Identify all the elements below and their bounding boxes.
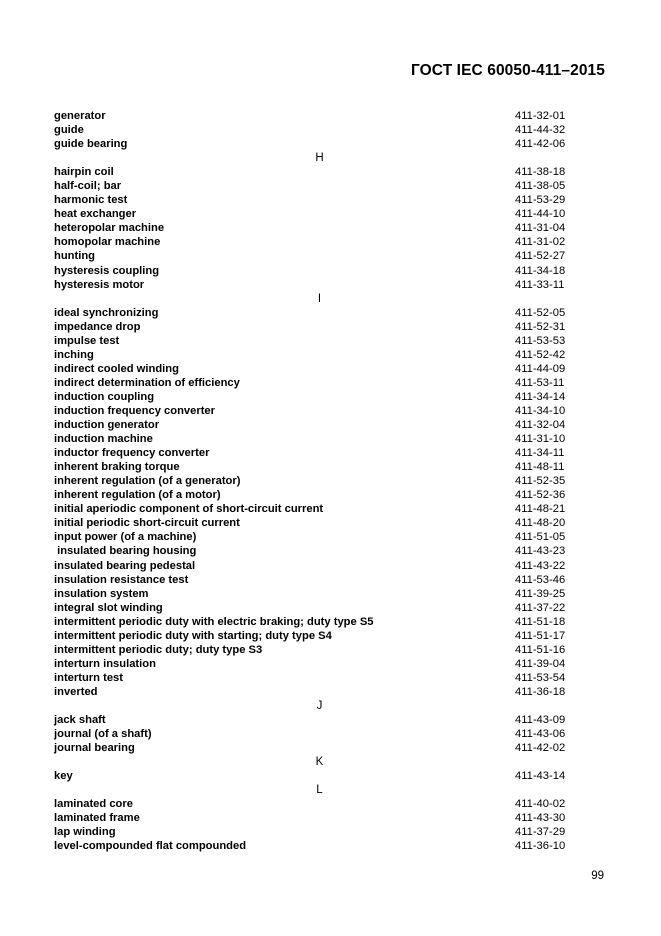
index-term: inductor frequency converter (54, 447, 210, 460)
index-code: 411-39-04 (515, 657, 566, 670)
index-term: intermittent periodic duty; duty type S3 (54, 643, 263, 656)
index-code: 411-31-04 (515, 222, 566, 235)
index-term: intermittent periodic duty with starting; duty type S4 (54, 629, 332, 642)
section-letter: H (315, 152, 324, 165)
index-entry (54, 516, 574, 530)
index-term: guide (54, 124, 84, 137)
index-entry (54, 488, 574, 502)
index-term: key (54, 770, 73, 783)
index-term: harmonic test (54, 194, 128, 207)
index-term: hysteresis motor (54, 278, 145, 291)
index-term: insulated bearing housing (54, 545, 197, 558)
index-entry (54, 137, 574, 151)
index-entry (54, 320, 574, 334)
index-term: jack shaft (54, 714, 106, 727)
index-code: 411-53-54 (515, 671, 566, 684)
index-code: 411-39-25 (515, 587, 566, 600)
term-index (54, 109, 574, 853)
index-term: hunting (54, 250, 96, 263)
index-term: journal (of a shaft) (54, 728, 152, 741)
index-term: half-coil; bar (54, 180, 122, 193)
index-entry (54, 825, 574, 839)
index-code: 411-51-16 (515, 643, 566, 656)
index-code: 411-44-32 (515, 124, 566, 137)
index-code: 411-31-02 (515, 236, 566, 249)
index-term: level-compounded flat compounded (54, 840, 247, 853)
index-code: 411-52-42 (515, 348, 566, 361)
index-entry (54, 432, 574, 446)
index-entry (54, 221, 574, 235)
index-term: interturn test (54, 671, 123, 684)
index-entry (54, 741, 574, 755)
index-entry (54, 657, 574, 671)
index-code: 411-37-22 (515, 601, 566, 614)
index-term: input power (of a machine) (54, 531, 197, 544)
index-entry (54, 418, 574, 432)
section-letter: L (316, 784, 323, 797)
index-entry (54, 362, 574, 376)
index-term: hysteresis coupling (54, 264, 160, 277)
index-entry (54, 390, 574, 404)
index-code: 411-32-01 (515, 110, 566, 122)
index-entry (54, 671, 574, 685)
index-code: 411-37-29 (515, 826, 566, 839)
index-term: laminated frame (54, 812, 140, 825)
index-code: 411-52-05 (515, 306, 566, 319)
index-entry (54, 601, 574, 615)
index-code: 411-52-36 (515, 489, 566, 502)
index-term: insulation system (54, 587, 149, 600)
index-term: inherent regulation (of a generator) (54, 475, 241, 488)
index-term: heat exchanger (54, 208, 137, 221)
index-code: 411-44-10 (515, 208, 566, 221)
index-code: 411-42-02 (515, 742, 566, 755)
index-code: 411-44-09 (515, 362, 566, 375)
index-entry (54, 474, 574, 488)
section-letter-row (54, 292, 574, 306)
index-term: generator (54, 110, 106, 122)
index-code: 411-48-21 (515, 503, 566, 516)
index-code: 411-43-06 (515, 728, 566, 741)
index-term: intermittent periodic duty with electric braking; duty type S5 (54, 615, 374, 628)
index-code: 411-43-09 (515, 714, 566, 727)
index-entry (54, 713, 574, 727)
index-code: 411-40-02 (515, 798, 566, 811)
index-code: 411-32-04 (515, 419, 566, 432)
index-term: inherent braking torque (54, 461, 180, 474)
index-entry (54, 544, 574, 558)
index-term: induction machine (54, 433, 153, 446)
section-letter-row (54, 755, 574, 769)
index-entry (54, 685, 574, 699)
index-entry (54, 334, 574, 348)
index-entry (54, 727, 574, 741)
section-letter: J (316, 699, 323, 712)
index-entry (54, 502, 574, 516)
index-entry (54, 573, 574, 587)
index-term: ideal synchronizing (54, 306, 159, 319)
index-code: 411-51-05 (515, 531, 566, 544)
index-term: journal bearing (54, 742, 135, 755)
index-entry (54, 530, 574, 544)
index-term: laminated core (54, 798, 133, 811)
index-term: interturn insulation (54, 657, 156, 670)
section-letter-row (54, 151, 574, 165)
index-code: 411-53-53 (515, 334, 566, 347)
index-entry (54, 376, 574, 390)
index-code: 411-43-14 (515, 770, 566, 783)
index-code: 411-48-11 (515, 461, 565, 474)
index-code: 411-51-17 (515, 629, 566, 642)
index-code: 411-34-18 (515, 264, 566, 277)
index-code: 411-34-10 (515, 404, 566, 417)
index-entry (54, 235, 574, 249)
index-code: 411-43-23 (515, 545, 566, 558)
index-code: 411-34-11 (515, 447, 565, 460)
index-term: induction frequency converter (54, 404, 216, 417)
index-term: induction coupling (54, 390, 155, 403)
index-entry (54, 264, 574, 278)
section-letter-row (54, 699, 574, 713)
index-code: 411-53-46 (515, 573, 566, 586)
index-term: inherent regulation (of a motor) (54, 489, 221, 502)
index-term: indirect determination of efficiency (54, 376, 240, 389)
index-code: 411-36-18 (515, 685, 566, 698)
index-entry (54, 109, 574, 123)
index-code: 411-53-29 (515, 194, 566, 207)
index-entry (54, 179, 574, 193)
index-code: 411-43-30 (515, 812, 566, 825)
index-term: integral slot winding (54, 601, 163, 614)
index-entry (54, 123, 574, 137)
index-term: lap winding (54, 826, 116, 839)
index-code: 411-43-22 (515, 559, 566, 572)
document-header: ГОСТ IEC 60050-411–2015 (410, 62, 605, 79)
index-code: 411-52-27 (515, 250, 566, 263)
index-code: 411-51-18 (515, 615, 566, 628)
index-entry (54, 643, 574, 657)
index-term: insulation resistance test (54, 573, 189, 586)
index-term: homopolar machine (54, 236, 161, 249)
index-term: indirect cooled winding (54, 362, 179, 375)
index-entry (54, 446, 574, 460)
index-entry (54, 249, 574, 263)
index-code: 411-48-20 (515, 517, 566, 530)
index-term: heteropolar machine (54, 222, 165, 235)
index-code: 411-34-14 (515, 390, 566, 403)
index-code: 411-42-06 (515, 138, 566, 151)
index-term: insulated bearing pedestal (54, 559, 196, 572)
index-term: inching (54, 348, 94, 361)
index-term: impedance drop (54, 320, 141, 333)
section-letter: K (315, 756, 324, 769)
index-term: hairpin coil (54, 166, 114, 179)
index-code: 411-38-05 (515, 180, 566, 193)
index-entry (54, 193, 574, 207)
index-entry (54, 278, 574, 292)
section-letter: I (317, 292, 322, 305)
index-term: initial periodic short-circuit current (54, 517, 240, 530)
index-entry (54, 348, 574, 362)
index-term: impulse test (54, 334, 120, 347)
index-entry (54, 811, 574, 825)
index-entry (54, 587, 574, 601)
index-entry (54, 165, 574, 179)
index-entry (54, 306, 574, 320)
index-entry (54, 797, 574, 811)
index-entry (54, 615, 574, 629)
index-entry (54, 404, 574, 418)
index-entry (54, 559, 574, 573)
index-term: induction generator (54, 419, 160, 432)
index-term: initial aperiodic component of short-circuit current (54, 503, 324, 516)
index-term: guide bearing (54, 138, 128, 151)
index-term: inverted (54, 685, 98, 698)
index-entry (54, 839, 574, 853)
index-entry (54, 207, 574, 221)
index-entry (54, 460, 574, 474)
index-code: 411-38-18 (515, 166, 566, 179)
section-letter-row (54, 783, 574, 797)
index-entry (54, 629, 574, 643)
index-entry (54, 769, 574, 783)
index-code: 411-52-31 (515, 320, 566, 333)
index-code: 411-52-35 (515, 475, 566, 488)
index-code: 411-36-10 (515, 840, 566, 853)
page-number: 99 (591, 870, 604, 882)
index-code: 411-31-10 (515, 433, 566, 446)
index-code: 411-33-11 (515, 278, 565, 291)
index-code: 411-53-11 (515, 376, 565, 389)
